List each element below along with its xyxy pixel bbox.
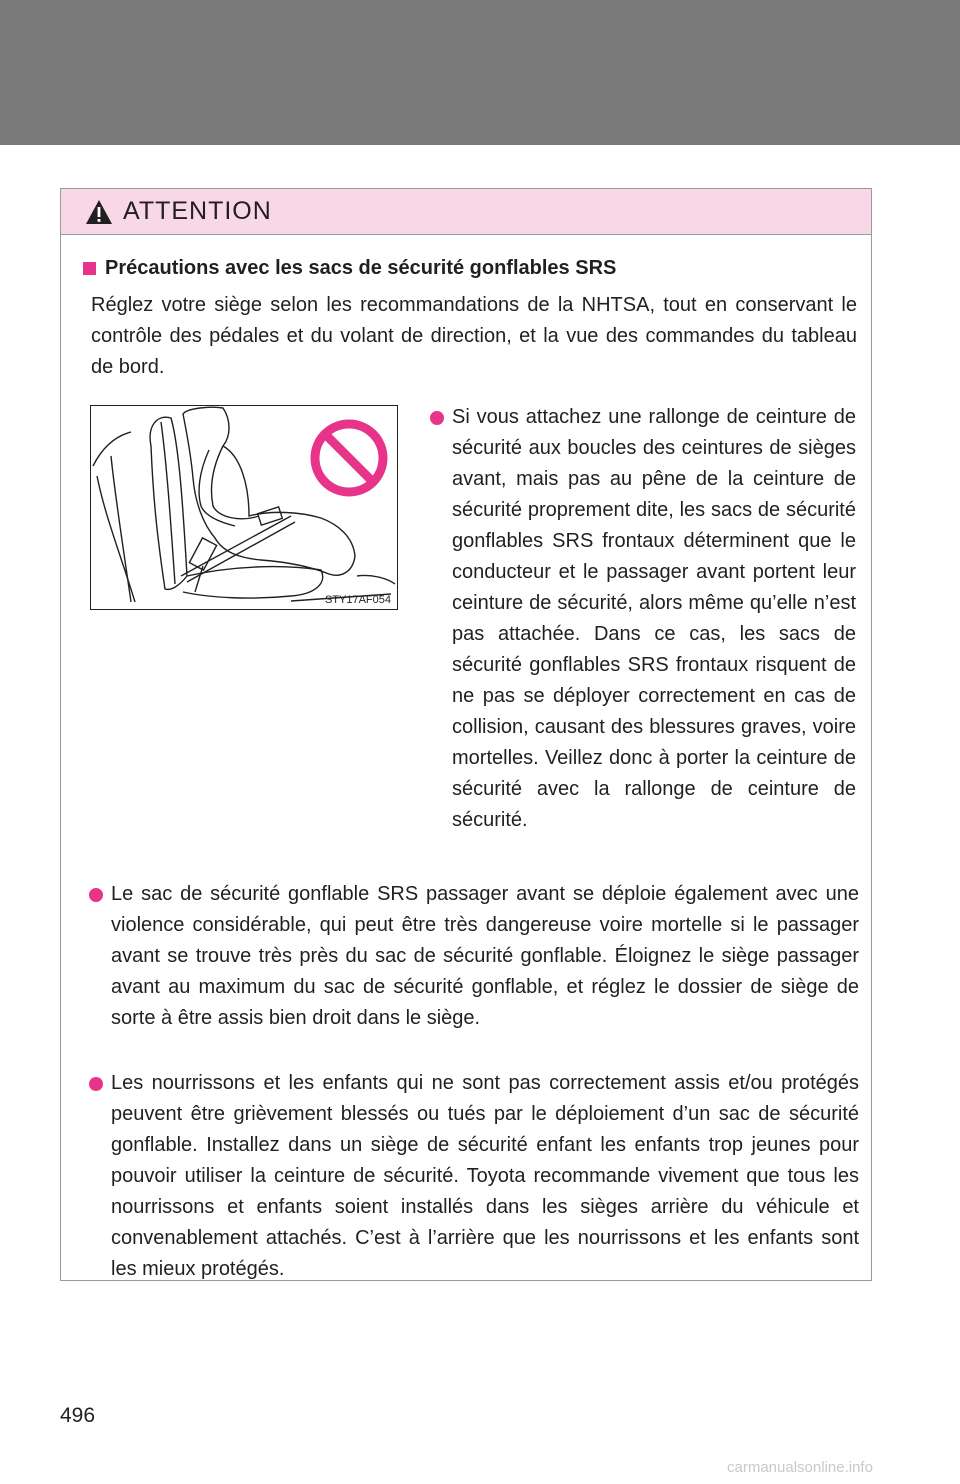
bullet-item (430, 402, 856, 836)
attention-title: ATTENTION (123, 197, 272, 225)
figure-code: STY17AF054 (324, 594, 391, 606)
bullet-dot-icon (89, 888, 103, 902)
seat-illustration-drawing (91, 406, 397, 609)
bullet-text: Les nourrissons et les enfants qui ne sont pas correctement assis et/ou protégés peuvent être grièvement blessés ou tués par le déploiement d’un sac de sécurité gonflable. Installez dans un siège de sécurité enfant les enfants trop jeunes pour pouvoir utiliser la ceinture de sécurité. Toyota recommande vivement que tous les nourrissons et enfants soient installés dans les sièges arrière du véhicule et convenablement attachés. C’est à l’arrière que les nourrissons et les enfants sont les mieux protégés. (111, 1072, 859, 1280)
seatbelt-extender-illustration (90, 405, 398, 610)
warning-triangle-icon (85, 199, 113, 225)
section-title-text: Précautions avec les sacs de sécurité gonflables SRS (105, 257, 617, 279)
section-title (83, 257, 616, 280)
bullet-item (89, 879, 859, 1034)
page-number: 496 (60, 1404, 96, 1427)
bullet-text: Si vous attachez une rallonge de ceinture de sécurité aux boucles des ceintures de sièges avant, mais pas au pêne de la ceinture de sécurité proprement dite, les sacs de sécurité gonflables SRS frontaux déterminent que le conducteur et le passager avant portent leur ceinture de sécurité, alors même qu’elle n’est pas attachée. Dans ce cas, les sacs de sécurité gonflables SRS frontaux risquent de ne pas se déployer correctement en cas de collision, causant des blessures graves, voire mortelles. Veillez donc à porter la ceinture de sécurité avec la rallonge de ceinture de sécurité. (452, 406, 856, 831)
attention-header (61, 189, 871, 235)
bullet-dot-icon (89, 1077, 103, 1091)
top-band (0, 0, 960, 145)
watermark: carmanualsonline.info (727, 1459, 873, 1476)
bullet-item (89, 1068, 859, 1285)
attention-box (60, 188, 872, 1281)
bullet-text: Le sac de sécurité gonflable SRS passager avant se déploie également avec une violence considérable, qui peut être très dangereuse voire mortelle si le passager avant se trouve très près du sac de sécurité gonflable. Éloignez le siège passager avant au maximum du sac de sécurité gonflable, et réglez le dossier de siège de sorte à être assis bien droit dans le siège. (111, 883, 859, 1029)
bullet-dot-icon (430, 411, 444, 425)
square-bullet-icon (83, 262, 96, 275)
prohibited-icon (315, 424, 383, 492)
intro-paragraph: Réglez votre siège selon les recommandations de la NHTSA, tout en conservant le contrôle des pédales et du volant de direction, et la vue des commandes du tableau de bord. (91, 294, 857, 378)
